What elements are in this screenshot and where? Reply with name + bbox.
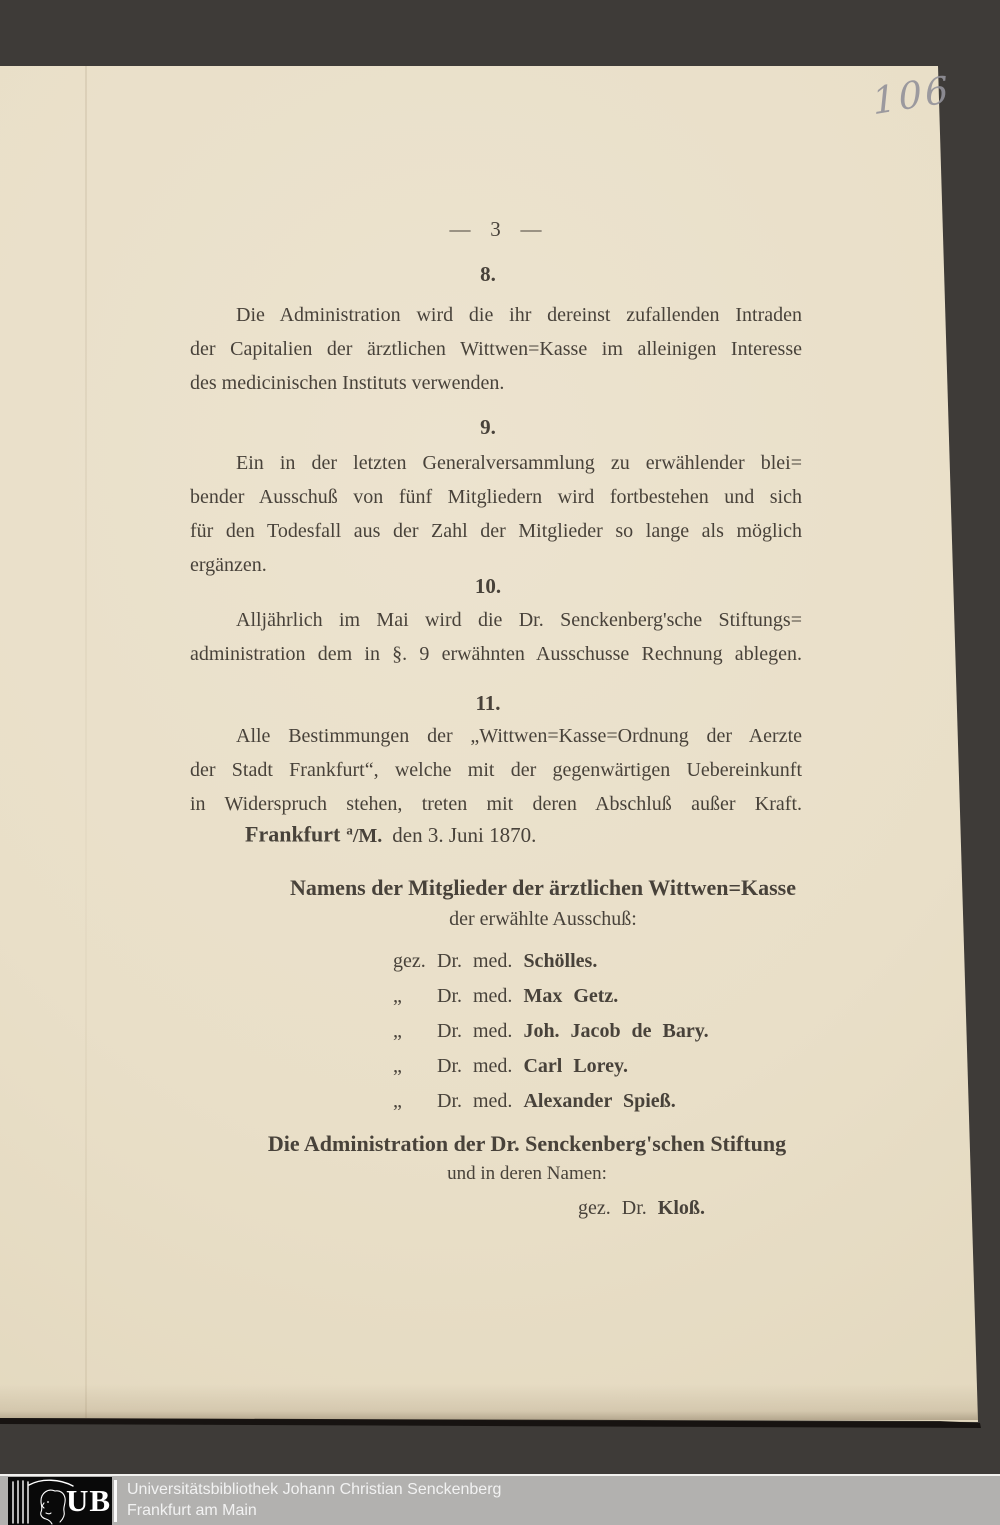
- handwritten-folio-number: 106: [870, 67, 954, 124]
- signature-list: [393, 944, 709, 1119]
- section-paragraph-10: [190, 603, 802, 671]
- signature-prefix: „: [393, 1055, 402, 1077]
- signature-row: [393, 1049, 709, 1084]
- administration-signature: [578, 1193, 705, 1223]
- section-number-11: 11.: [475, 691, 501, 715]
- dateline-date: den 3. Juni 1870.: [392, 822, 537, 847]
- section-number-10: 10.: [474, 574, 502, 598]
- institution-line1: Universitätsbibliothek Johann Christian Senckenberg: [127, 1481, 502, 1498]
- signature-row: [393, 1014, 709, 1049]
- signature-prefix: „: [393, 1090, 402, 1112]
- section-paragraph-9: [190, 446, 802, 582]
- dateline-abbreviation: $^a$/M.: [346, 822, 383, 847]
- committee-subheading: der erwählte Ausschuß:: [449, 908, 637, 930]
- dateline-place: Frankfurt: [245, 821, 341, 847]
- institution-name: [127, 1479, 501, 1521]
- committee-heading: Namens der Mitglieder der ärztlichen Wittwen=Kasse: [289, 875, 797, 900]
- signature-prefix: gez.: [393, 950, 426, 972]
- paragraph-line: administration dem in §. 9 erwähnten Ausschusse Rechnung ablegen.: [190, 643, 802, 665]
- logo-separator: [114, 1480, 117, 1522]
- paragraph-line: des medicinischen Instituts verwenden.: [190, 372, 505, 394]
- section-paragraph-8: [190, 298, 802, 400]
- signature-title: Dr. med.: [437, 950, 513, 972]
- signature-row: [393, 979, 709, 1014]
- paragraph-line: Ein in der letzten Generalversammlung zu erwählender blei=: [236, 452, 802, 474]
- signature-name: Schölles.: [523, 950, 598, 972]
- signature-title: Dr.: [621, 1197, 647, 1219]
- paragraph-line: Die Administration wird die ihr dereinst zufallenden Intraden: [236, 304, 802, 326]
- signature-title: Dr. med.: [437, 985, 513, 1007]
- section-number-9: 9.: [480, 415, 496, 439]
- paragraph-line: der Capitalien der ärztlichen Wittwen=Kasse im alleinigen Interesse: [190, 338, 802, 360]
- dateline: [245, 814, 536, 852]
- paragraph-line: für den Todesfall aus der Zahl der Mitglieder so lange als möglich: [190, 520, 802, 542]
- ub-logo-text: UB: [66, 1483, 112, 1518]
- signature-name: Alexander Spieß.: [523, 1090, 676, 1112]
- institution-line2: Frankfurt am Main: [127, 1502, 257, 1519]
- signature-name: Max Getz.: [523, 985, 619, 1007]
- signature-prefix: gez.: [578, 1197, 611, 1219]
- paragraph-line: bender Ausschuß von fünf Mitgliedern wird fortbestehen und sich: [190, 486, 802, 508]
- paragraph-line: in Widerspruch stehen, treten mit deren Abschluß außer Kraft.: [190, 793, 802, 815]
- administration-heading: Die Administration der Dr. Senckenberg'schen Stiftung: [267, 1131, 787, 1156]
- signature-title: Dr. med.: [437, 1090, 513, 1112]
- signature-row: [393, 944, 709, 979]
- signature-name: Carl Lorey.: [523, 1055, 628, 1077]
- signature-prefix: „: [393, 985, 402, 1007]
- signature-prefix: „: [393, 1020, 402, 1042]
- section-paragraph-11: [190, 719, 802, 821]
- printed-page-number: — 3 —: [449, 217, 543, 241]
- administration-subheading: und in deren Namen:: [447, 1163, 607, 1184]
- paragraph-line: Alljährlich im Mai wird die Dr. Senckenberg'sche Stiftungs=: [236, 609, 802, 631]
- library-logo: [8, 1477, 112, 1525]
- signature-title: Dr. med.: [437, 1020, 513, 1042]
- signature-name: Joh. Jacob de Bary.: [523, 1020, 709, 1042]
- signature-row: [393, 1084, 709, 1119]
- paragraph-line: der Stadt Frankfurt“, welche mit der gegenwärtigen Uebereinkunft: [190, 759, 802, 781]
- signature-title: Dr. med.: [437, 1055, 513, 1077]
- goethe-head-icon: [8, 1477, 74, 1525]
- paragraph-line: Alle Bestimmungen der „Wittwen=Kasse=Ordnung der Aerzte: [236, 725, 802, 747]
- section-number-8: 8.: [480, 262, 496, 286]
- paragraph-line: ergänzen.: [190, 554, 267, 576]
- signature-name: Kloß.: [657, 1197, 706, 1219]
